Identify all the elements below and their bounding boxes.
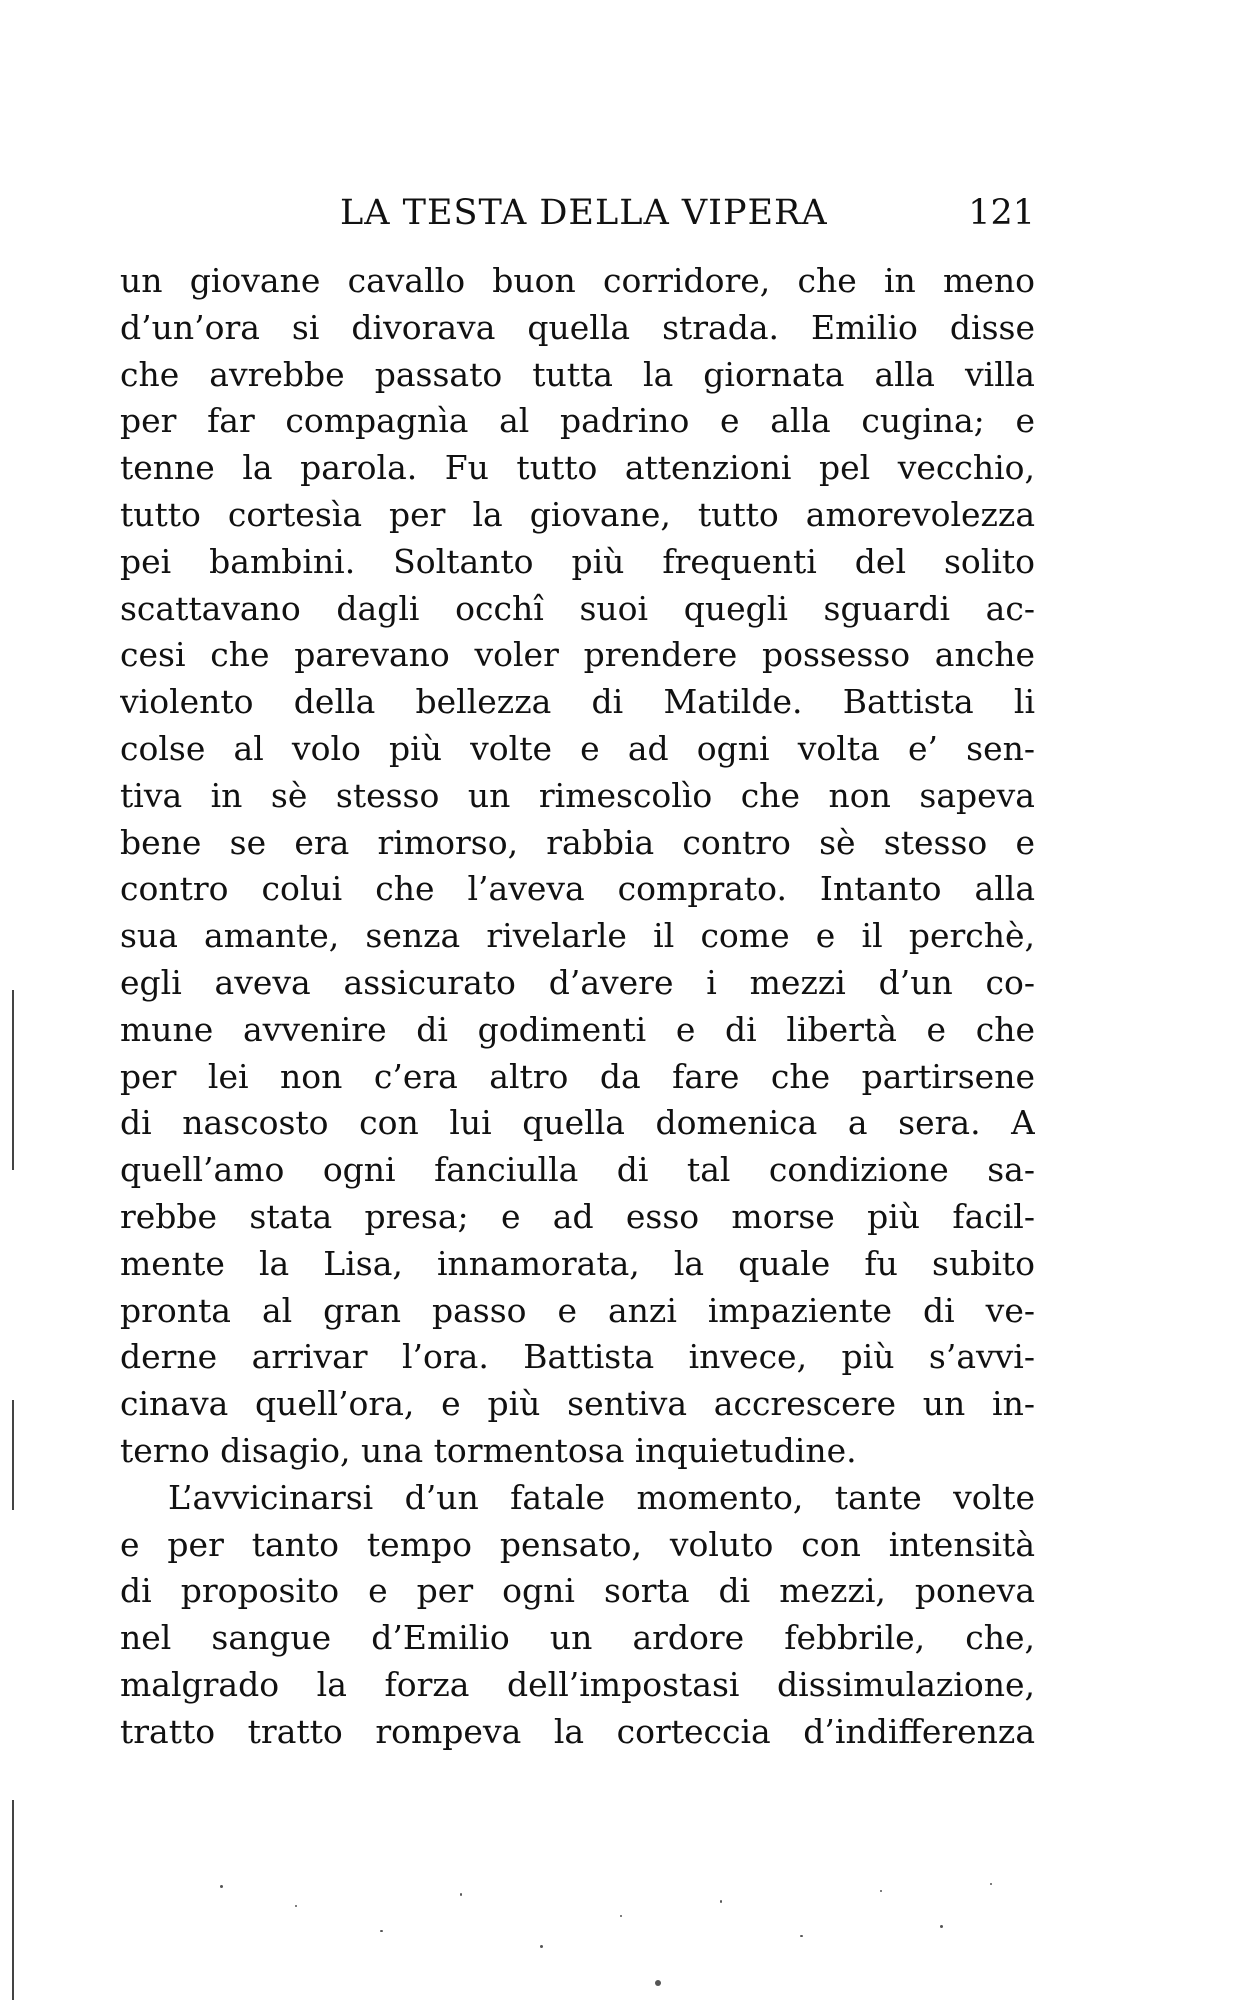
text-line: un giovane cavallo buon corridore, che in meno bbox=[120, 261, 1035, 300]
bleed-through-specks bbox=[200, 1875, 1020, 2005]
speck bbox=[380, 1930, 383, 1932]
text-line: bene se era rimorso, rabbia contro sè stesso e bbox=[120, 822, 1035, 862]
margin-rule-top bbox=[12, 990, 14, 1170]
speck bbox=[880, 1890, 882, 1892]
margin-rule-bottom bbox=[12, 1800, 14, 2000]
margin-rule-middle bbox=[12, 1400, 14, 1510]
text-line: mente la Lisa, innamorata, la quale fu subito bbox=[120, 1243, 1035, 1283]
text-line: di nascosto con lui quella domenica a sera. A bbox=[120, 1103, 1035, 1143]
text-line: d’un’ora si divorava quella strada. Emilio disse bbox=[120, 307, 1035, 347]
text-line: derne arrivar l’ora. Battista invece, più s’avvi- bbox=[120, 1337, 1035, 1377]
speck bbox=[940, 1925, 943, 1928]
text-line: scattavano dagli occhî suoi quegli sguardi ac- bbox=[120, 588, 1035, 628]
page-number: 121 bbox=[968, 193, 1035, 233]
text-line: che avrebbe passato tutta la giornata alla villa bbox=[120, 354, 1035, 394]
text-line: tiva in sè stesso un rimescolìo che non sapeva bbox=[120, 775, 1035, 815]
text-line: per lei non c’era altro da fare che partirsene bbox=[120, 1056, 1035, 1096]
text-line: violento della bellezza di Matilde. Battista li bbox=[120, 682, 1035, 722]
text-line: cinava quell’ora, e più sentiva accrescere un in- bbox=[120, 1384, 1035, 1424]
text-line: pei bambini. Soltanto più frequenti del solito bbox=[120, 541, 1035, 581]
text-line: egli aveva assicurato d’avere i mezzi d’un co- bbox=[120, 962, 1035, 1002]
text-line: mune avvenire di godimenti e di libertà e che bbox=[120, 1009, 1035, 1049]
speck bbox=[990, 1883, 992, 1885]
speck bbox=[720, 1900, 722, 1903]
page-header bbox=[120, 193, 1035, 243]
text-line: terno disagio, una tormentosa inquietudine. bbox=[120, 1430, 857, 1470]
speck bbox=[295, 1905, 297, 1907]
body-text bbox=[120, 258, 1035, 1756]
text-line: quell’amo ogni fanciulla di tal condizione sa- bbox=[120, 1150, 1035, 1190]
text-line: tenne la parola. Fu tutto attenzioni pel vecchio, bbox=[120, 448, 1035, 488]
running-title: LA TESTA DELLA VIPERA bbox=[340, 193, 828, 233]
text-line: cesi che parevano voler prendere possesso anche bbox=[120, 635, 1035, 675]
speck bbox=[655, 1980, 661, 1986]
text-line: colse al volo più volte e ad ogni volta e’ sen- bbox=[120, 728, 1035, 768]
text-line: e per tanto tempo pensato, voluto con intensità bbox=[120, 1524, 1035, 1564]
text-line: sua amante, senza rivelarle il come e il perchè, bbox=[120, 916, 1035, 956]
speck bbox=[800, 1935, 803, 1937]
paragraph-start-line: L’avvicinarsi d’un fatale momento, tante volte bbox=[168, 1477, 1035, 1517]
text-line: malgrado la forza dell’impostasi dissimulazione, bbox=[120, 1664, 1035, 1704]
text-line: pronta al gran passo e anzi impaziente di ve- bbox=[120, 1290, 1035, 1330]
text-line: per far compagnìa al padrino e alla cugina; e bbox=[120, 401, 1035, 441]
text-line: nel sangue d’Emilio un ardore febbrile, che, bbox=[120, 1618, 1035, 1658]
speck bbox=[540, 1945, 543, 1948]
speck bbox=[620, 1915, 622, 1917]
speck bbox=[460, 1893, 462, 1896]
text-line: di proposito e per ogni sorta di mezzi, poneva bbox=[120, 1571, 1035, 1611]
text-line: contro colui che l’aveva comprato. Intanto alla bbox=[120, 869, 1035, 909]
speck bbox=[220, 1885, 223, 1888]
text-line: rebbe stata presa; e ad esso morse più facil- bbox=[120, 1196, 1035, 1236]
text-line: tutto cortesìa per la giovane, tutto amorevolezza bbox=[120, 494, 1035, 534]
text-line: tratto tratto rompeva la corteccia d’indifferenza bbox=[120, 1711, 1035, 1751]
